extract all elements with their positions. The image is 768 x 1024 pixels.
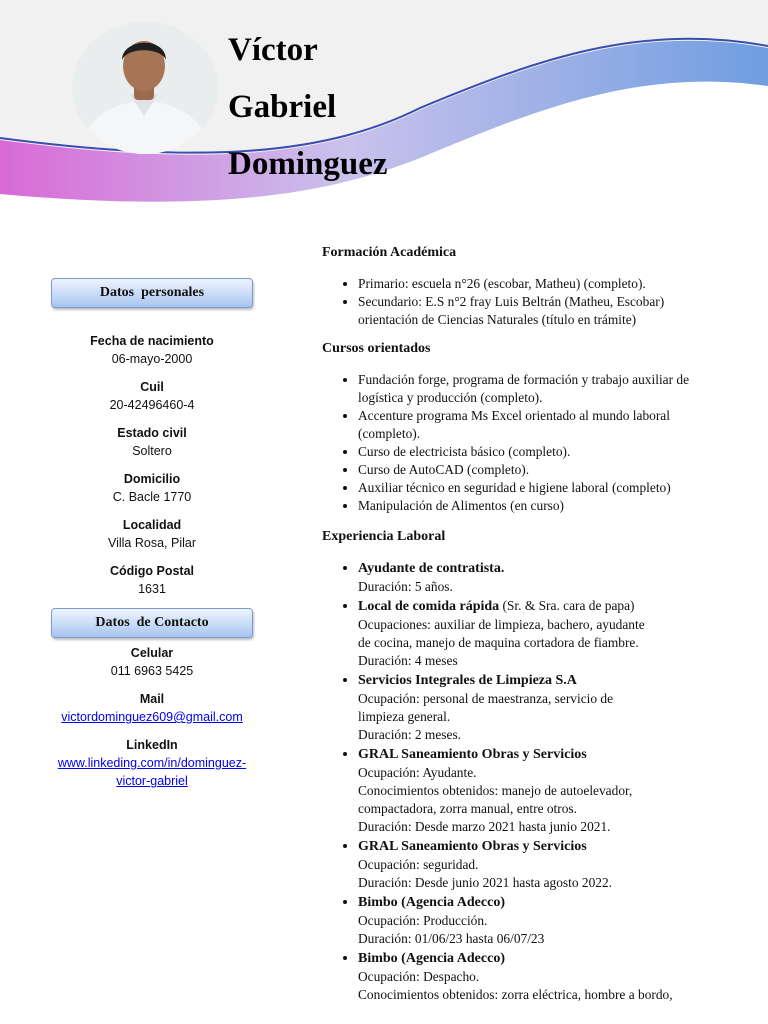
job-item [358, 837, 722, 892]
job-detail: Ocupación: Despacho. [358, 969, 480, 984]
job-item [358, 893, 722, 948]
phone-field [40, 644, 264, 680]
linkedin-link-line: victor-gabriel [116, 774, 188, 788]
item-text: Secundario: E.S n°2 fray Luis Beltrán (Matheu, Escobar) [358, 294, 665, 309]
job-detail: Ocupación: Producción. [358, 913, 488, 928]
address-field [40, 470, 264, 506]
item-text: orientación de Ciencias Naturales (título en trámite) [358, 312, 637, 327]
item-text: Auxiliar técnico en seguridad e higiene laboral (completo) [358, 480, 671, 495]
job-subtitle: (Sr. & Sra. cara de papa) [499, 598, 635, 613]
field-value: Villa Rosa, Pilar [107, 536, 196, 550]
field-value: 011 6963 5425 [110, 664, 194, 678]
job-detail: Duración: 2 meses. [358, 727, 462, 742]
list-item [358, 479, 722, 497]
field-label: Mail [139, 692, 165, 706]
personal-data-heading: Datos personales [51, 278, 253, 308]
linkedin-link-line: www.linkeding.com/in/dominguez- [57, 756, 247, 770]
job-title: Ayudante de contratista. [358, 561, 505, 576]
item-text: Accenture programa Ms Excel orientado al mundo laboral [358, 408, 670, 423]
field-value: C. Bacle 1770 [112, 490, 192, 504]
linkedin-link[interactable] [58, 756, 246, 788]
item-text: Curso de AutoCAD (completo). [358, 462, 530, 477]
list-item [358, 293, 722, 329]
item-text: Manipulación de Alimentos (en curso) [358, 498, 565, 513]
name-line: Dominguez [228, 146, 388, 182]
job-title: Local de comida rápida [358, 599, 500, 614]
list-item [358, 461, 722, 479]
postal-code-field [40, 562, 264, 598]
field-value: 1631 [138, 582, 166, 596]
full-name [228, 22, 388, 193]
education-heading: Formación Académica [322, 245, 457, 260]
list-item [358, 407, 722, 443]
field-label: Código Postal [109, 564, 195, 578]
job-detail: Ocupación: personal de maestranza, servicio de [358, 691, 614, 706]
job-detail: Duración: 5 años. [358, 579, 453, 594]
name-line: Gabriel [228, 89, 337, 125]
job-title: GRAL Saneamiento Obras y Servicios [358, 747, 587, 762]
cuil-field [40, 378, 264, 414]
job-detail: Duración: Desde marzo 2021 hasta junio 2021. [358, 819, 611, 834]
header-banner [0, 0, 768, 215]
list-item [358, 275, 722, 293]
experience-list [322, 559, 722, 1004]
job-item [358, 745, 722, 836]
job-detail: compactadora, zorra manual, entre otros. [358, 801, 577, 816]
job-item [358, 559, 722, 596]
list-item [358, 371, 722, 407]
job-title: Servicios Integrales de Limpieza S.A [358, 673, 577, 688]
education-list [322, 275, 722, 329]
courses-heading: Cursos orientados [322, 341, 431, 356]
item-text: (completo). [358, 426, 421, 441]
birth-date-field [40, 332, 264, 368]
field-label: Cuil [140, 380, 164, 394]
job-detail: Conocimientos obtenidos: manejo de autoelevador, [358, 783, 633, 798]
job-item [358, 949, 722, 1004]
item-text: Primario: escuela n°26 (escobar, Matheu) (completo). [358, 276, 646, 291]
linkedin-field [40, 736, 264, 790]
job-detail: Duración: Desde junio 2021 hasta agosto 2022. [358, 875, 613, 890]
item-text: Fundación forge, programa de formación y trabajo auxiliar de [358, 372, 690, 387]
item-text: logística y producción (completo). [358, 390, 543, 405]
job-detail: Duración: 01/06/23 hasta 06/07/23 [358, 931, 545, 946]
job-item [358, 597, 722, 670]
job-detail: Conocimientos obtenidos: zorra eléctrica, hombre a bordo, [358, 987, 673, 1002]
locality-field [40, 516, 264, 552]
experience-heading: Experiencia Laboral [322, 529, 446, 544]
job-detail: Duración: 4 meses [358, 653, 458, 668]
right-column [322, 243, 722, 1005]
field-label: Localidad [122, 518, 182, 532]
email-link[interactable]: victordominguez609@gmail.com [61, 710, 243, 724]
courses-list [322, 371, 722, 515]
job-detail: de cocina, manejo de maquina cortadora de fiambre. [358, 635, 639, 650]
field-label: Estado civil [117, 426, 187, 440]
field-value: 20-42496460-4 [109, 398, 195, 412]
profile-photo [72, 22, 218, 154]
job-detail: Ocupación: seguridad. [358, 857, 479, 872]
job-title: Bimbo (Agencia Adecco) [358, 895, 505, 910]
list-item [358, 497, 722, 515]
job-detail: Ocupaciones: auxiliar de limpieza, bachero, ayudante [358, 617, 645, 632]
job-title: GRAL Saneamiento Obras y Servicios [358, 839, 587, 854]
field-label: Fecha de nacimiento [90, 334, 214, 348]
field-value: 06-mayo-2000 [111, 352, 193, 366]
field-label: Celular [130, 646, 174, 660]
job-detail: limpieza general. [358, 709, 451, 724]
field-label: LinkedIn [126, 738, 178, 752]
item-text: Curso de electricista básico (completo). [358, 444, 571, 459]
mail-field [40, 690, 264, 726]
field-label: Domicilio [123, 472, 181, 486]
job-title: Bimbo (Agencia Adecco) [358, 951, 505, 966]
civil-status-field [40, 424, 264, 460]
job-item [358, 671, 722, 744]
list-item [358, 443, 722, 461]
name-line: Víctor [228, 32, 318, 68]
left-column [40, 278, 264, 790]
field-value: Soltero [132, 444, 172, 458]
job-detail: Ocupación: Ayudante. [358, 765, 477, 780]
contact-data-heading: Datos de Contacto [51, 608, 253, 638]
